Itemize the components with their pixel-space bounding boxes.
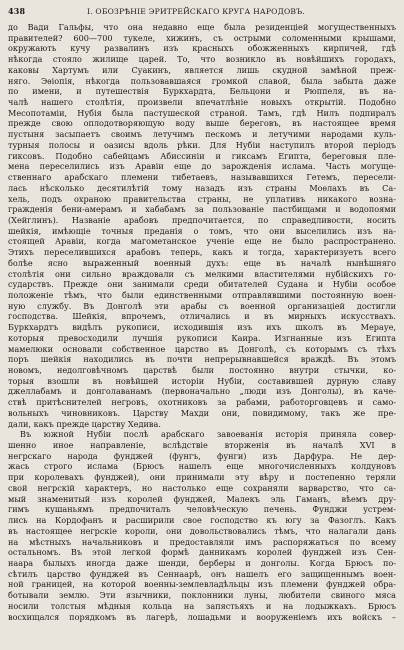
text-line: дали, какъ прежде царству Хедива. — [8, 418, 161, 429]
text-line: свой негрскій характеръ, но настолько еще сохраняли варварство, что са- — [8, 482, 396, 493]
text-line: гиксовъ. Подобно сабейцамъ Абиссиніи и гиксамъ Египта, береговыя пле- — [8, 150, 396, 161]
text-line: шенно иное направленіе, вслѣдствіе вторженія въ началѣ XVI в — [8, 440, 396, 451]
text-line: поръ шейкія находились въ почти непрерывнавшейся враждѣ. Въ этомъ — [8, 354, 396, 365]
text-line: которыя превосходили лучшія рукописи Каира. Изгнанные изъ Египта — [8, 332, 396, 343]
text-line: турныя полосы и оазисы вдоль рѣки. Для Нубіи наступилъ второй періодъ — [8, 139, 396, 150]
text-line: вольныхъ чиновниковъ. Царству Махди они, повидимому, такъ же пре- — [8, 407, 396, 418]
text-line: на мѣстныхъ начальниковъ и предоставляли имъ распоряжаться по всему — [8, 536, 396, 547]
text-line: гражденія бени-амерамъ и хабабамъ за пользованіе пастбищами и водопоями — [8, 204, 396, 215]
running-head-title: І. ОБОЗРѢНІЕ ЭРИТРЕЙСКАГО КРУГА НАРОДОВЪ. — [86, 7, 306, 16]
text-line: нѣкогда стояло жилище царей. То, что возникло въ новѣйшихъ городахъ, — [8, 54, 396, 65]
text-line: до Вади Гальфы, что она недавно еще была резиденціей могущественныхъ — [8, 22, 396, 32]
text-line: хель, подъ охраною правительства страны, не уплативъ никакого возна- — [8, 193, 396, 204]
page-number: 438 — [8, 6, 26, 16]
text-line: мена переселились изъ Аравіи еще до зарожденія ислама. Часть могуще- — [8, 161, 396, 172]
text-line: восхищался порядкомъ въ лагерѣ, лошадьми и вооруженіемъ ихъ войскъ – — [8, 611, 396, 622]
text-line: господства. Шейкія, впрочемъ, отличались и въ мирныхъ искусствахъ. — [8, 311, 396, 322]
text-line: пустыня засыпаетъ своимъ летучимъ пескомъ и летучими народами куль- — [8, 129, 396, 140]
text-line: носили толстыя мѣдныя кольца на запястьяхъ и на лодыжкахъ. Брюсъ — [8, 600, 396, 611]
text-line: ствѣ притѣснителей негровъ, охотниковъ за рабами, работорговцевъ и само- — [8, 397, 396, 408]
text-line: сѣтилъ царство фунджей въ Сеннаарѣ, онъ нашелъ его защищеннымъ воен- — [8, 568, 396, 579]
text-line: окружають кучу развалинъ изъ красныхъ обожженныхъ кирпичей, гдѣ — [8, 43, 396, 54]
text-line: прежде свою оплодотворяющую воду выше береговъ, въ настоящее время — [8, 118, 396, 129]
text-line: гимъ кушаньямъ предпочиталъ человѣческую печень. Фунджи устрем- — [8, 504, 396, 515]
text-line: сударствъ. Прежде они занимали среди обитателей Судана и Нубіи особое — [8, 279, 396, 290]
text-line: Месопотаміи, Нубія была пастушеской страной. Тамъ, гдѣ Нилъ подпиралъ — [8, 107, 396, 118]
text-line: негрскаго народа фунджей (фунгъ, фунги) изъ Дарфура. Не дер- — [8, 450, 396, 461]
text-line: наара былыхъ иногда даже шенди, берберы и донголы. Когда Брюсъ по- — [8, 557, 396, 568]
text-line: лась нѣсколько десятилѣтій тому назадъ изъ страны Моѳлахъ въ Са- — [8, 182, 396, 193]
text-line: ную службу. Въ Донголѣ эти арабы съ военной организаціей достигли — [8, 300, 396, 311]
text-line: няго. Эѳіопія, нѣкогда пользовавшаяся громкой славой, была забыта даже — [8, 75, 396, 86]
text-line: торыя взошли въ новѣйшей исторіи Нубіи, составившей дурную славу — [8, 375, 396, 386]
text-line: правителей? 600—700 тукеле, хижинъ, съ острыми соломенными крышами, — [8, 32, 396, 43]
body-text — [8, 22, 396, 622]
text-line: ственнаго арабскаго племени тибетаевъ, называвшихся Гетемъ, пересели- — [8, 172, 396, 183]
text-line: положеніе тѣмъ, что были единственными отправлявшими постоянную воен- — [8, 289, 396, 300]
text-line: джеллабамъ и донголаванамъ (первоначально „люди изъ Донголы), въ каче- — [8, 386, 396, 397]
text-line: Этихъ переселившихся арабовъ теперь, какъ и тогда, характеризуетъ всего — [8, 247, 396, 258]
text-line: Буркхардтъ видѣлъ рукописи, исходившія изъ ихъ школъ въ Мерауе, — [8, 322, 396, 333]
text-line: ботывали землю. Эти язычники, поклонники луны, любители свиного мяса — [8, 590, 396, 601]
text-line: жась строго ислама (Брюсъ нашелъ еще многочисленныхъ колдуновъ — [8, 461, 396, 472]
text-line: остальномъ. Въ этой легкой формѣ данникамъ королей фунджей изъ Сен- — [8, 547, 396, 558]
text-line: новомъ, недолговѣчномъ царствѣ были постоянно внутри стычки, ко- — [8, 365, 396, 375]
text-line: при королевахъ фунджей), они принимали эту вѣру и постепенно теряли — [8, 472, 396, 483]
text-line: шейкія, имѣющіе точныя преданія о томъ, что они выселились изъ на- — [8, 225, 396, 236]
running-head — [8, 6, 396, 19]
text-line: по имени, и путешествія Буркхардта, Бельцони и Рюппеля, въ на- — [8, 86, 396, 97]
text-line: чалѣ нашего столѣтія, произвели впечатлѣніе новыхъ открытій. Подобно — [8, 97, 396, 108]
text-line: каковы Хартумъ или Суакинъ, является лишь скудной замѣной преж- — [8, 64, 396, 75]
text-line: въ настоящее негрскіе короли, они довольствовались тѣмъ, что налагали дань — [8, 525, 396, 536]
text-line: стоящей Аравіи, когда магометанское ученіе еще не было распространено. — [8, 236, 396, 247]
text-line: столѣтія они сильно враждовали съ мелкими властителями нубійскихъ го- — [8, 268, 396, 279]
text-line: Въ южной Нубіи послѣ арабскаго завоеванія исторія приняла совер- — [20, 429, 396, 440]
text-line: болѣе ясно выраженный военный духъ: еще въ началѣ нынѣшняго — [8, 257, 396, 268]
text-line: ной границей, на которой военны-землевладѣльцы изъ племени фунджей обра- — [8, 579, 396, 590]
text-line: (Хейглинъ). Названіе арабовъ предпочитается, по справедливости, носить — [8, 214, 396, 225]
text-line: мамелюки основали собственное царство въ Донголѣ, съ которымъ съ тѣхъ — [8, 343, 396, 354]
text-line: лись на Кордофанъ и расширили свое господство къ югу за Фазоглъ. Какъ — [8, 515, 396, 526]
text-line: мый знаменитый изъ королей фунджей, Малекъ эль Гаманъ, вѣемъ дру- — [8, 493, 396, 504]
